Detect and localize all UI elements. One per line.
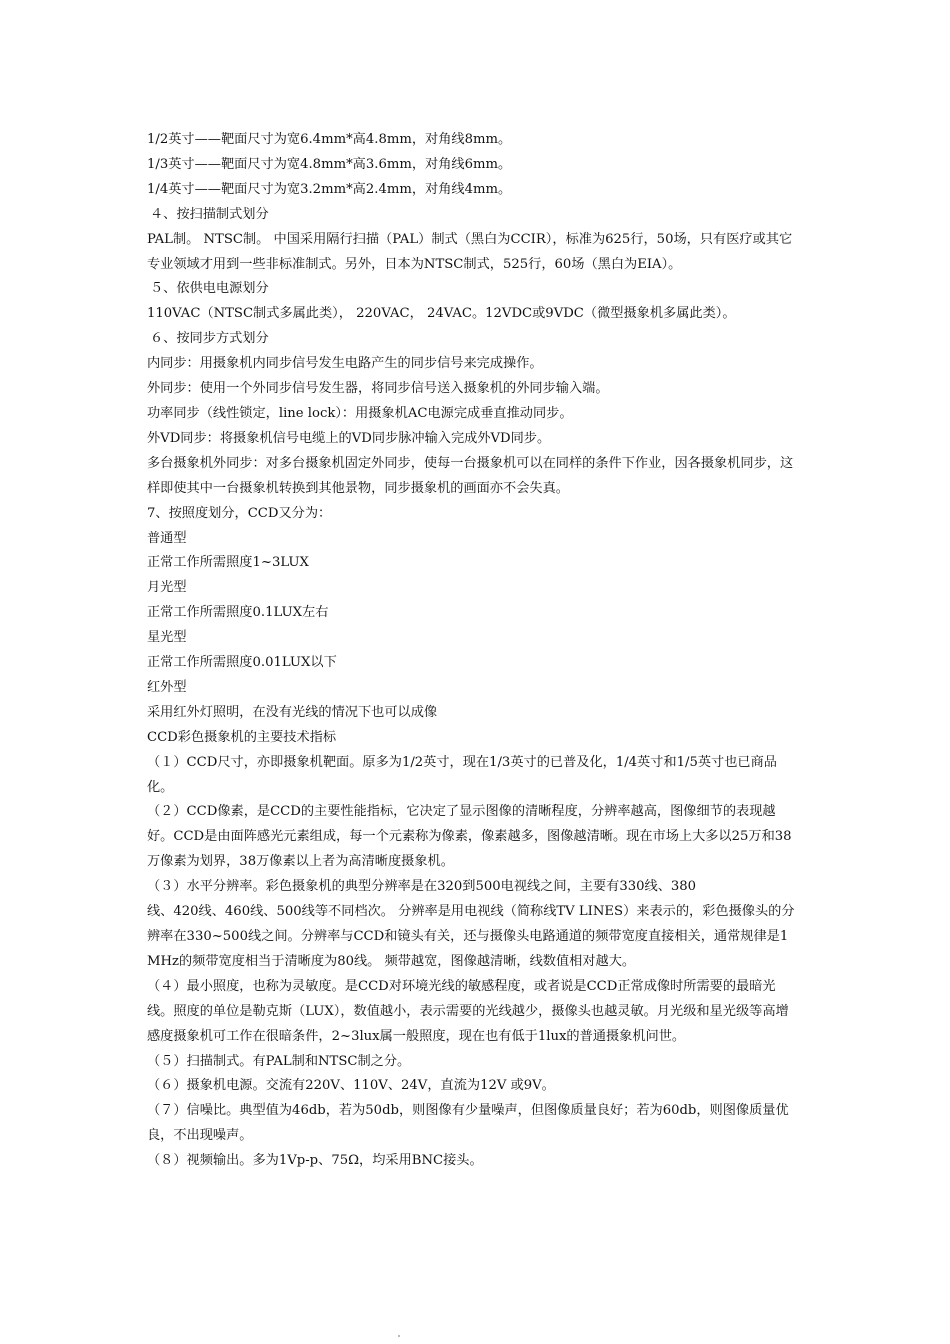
paragraph: （１）CCD尺寸，亦即摄象机靶面。原多为1/2英寸，现在1/3英寸的已普及化，1/4英寸和1/5英寸也已商品化。 [147,754,777,795]
paragraph: （３）水平分辨率。彩色摄象机的典型分辨率是在320到500电视线之间，主要有330线、380 [147,879,697,895]
paragraph: （４）最小照度，也称为灵敏度。是CCD对环境光线的敏感程度，或者说是CCD正常成像时所需要的最暗光线。照度的单位是勒克斯（LUX），数值越小，表示需要的光线越少，摄像头也越灵敏。月光级和星光级等高增感度摄象机可工作在很暗条件，2~3lux属一般照度，现在也有低于1lux的普通摄象机问世。 [147,978,789,1044]
paragraph: （６）摄象机电源。交流有220V、110V、24V，直流为12V 或9V。 [147,1078,555,1094]
section-heading: 7、按照度划分，CCD又分为： [147,505,332,521]
paragraph: 普通型 [147,530,187,546]
section-heading: ４、按扫描制式划分 [150,206,269,222]
paragraph: 正常工作所需照度0.1LUX左右 [147,605,329,621]
paragraph: 月光型 [147,580,187,596]
section-heading: ５、依供电电源划分 [150,281,269,297]
paragraph: 采用红外灯照明，在没有光线的情况下也可以成像 [147,704,438,720]
paragraph: （５）扫描制式。有PAL制和NTSC制之分。 [147,1053,411,1069]
paragraph: 110VAC（NTSC制式多属此类）， 220VAC， 24VAC。12VDC或9VDC（微型摄象机多属此类）。 [147,306,736,322]
paragraph: 内同步：用摄象机内同步信号发生电路产生的同步信号来完成操作。 [147,356,543,372]
document-body [147,128,797,1174]
section-heading: ６、按同步方式划分 [150,331,269,347]
paragraph: PAL制。 NTSC制。 中国采用隔行扫描（PAL）制式（黑白为CCIR），标准为625行，50场，只有医疗或其它专业领域才用到一些非标准制式。另外，日本为NTSC制式，525行，60场（黑白为EIA）。 [147,231,793,272]
paragraph: 外VD同步：将摄象机信号电缆上的VD同步脉冲输入完成外VD同步。 [147,430,551,446]
paragraph: （７）信噪比。典型值为46db，若为50db，则图像有少量噪声，但图像质量良好；若为60db，则图像质量优良，不出现噪声。 [147,1103,789,1144]
paragraph: 线、420线、460线、500线等不同档次。 分辨率是用电视线（简称线TV LINES）来表示的，彩色摄像头的分辨率在330~500线之间。分辨率与CCD和镜头有关，还与摄像头电路通道的频带宽度直接相关，通常规律是1MHz的频带宽度相当于清晰度为80线。 频带越宽，图像越清晰，线数值相对越大。 [147,904,795,969]
paragraph: 星光型 [147,630,187,646]
paragraph: 1/2英寸——靶面尺寸为宽6.4mm*高4.8mm，对角线8mm。 [147,132,512,147]
paragraph: 多台摄象机外同步：对多台摄象机固定外同步，使每一台摄象机可以在同样的条件下作业，因各摄象机同步，这样即使其中一台摄象机转换到其他景物，同步摄象机的画面亦不会失真。 [147,455,794,496]
paragraph: 正常工作所需照度1~3LUX [147,555,309,571]
paragraph: （２）CCD像素，是CCD的主要性能指标，它决定了显示图像的清晰程度，分辨率越高，图像细节的表现越好。CCD是由面阵感光元素组成，每一个元素称为像素，像素越多，图像越清晰。现在市场上大多以25万和38万像素为划界，38万像素以上者为高清晰度摄象机。 [147,804,792,870]
paragraph: 功率同步（线性锁定，line lock）：用摄象机AC电源完成垂直推动同步。 [147,405,573,421]
paragraph: 红外型 [147,679,187,695]
paragraph: 正常工作所需照度0.01LUX以下 [147,655,337,671]
paragraph: 1/4英寸——靶面尺寸为宽3.2mm*高2.4mm，对角线4mm。 [147,181,512,197]
paragraph: （８）视频输出。多为1Vp-p、75Ω，均采用BNC接头。 [147,1153,483,1169]
paragraph: 外同步：使用一个外同步信号发生器，将同步信号送入摄象机的外同步输入端。 [147,381,609,397]
section-heading: CCD彩色摄象机的主要技术指标 [147,729,337,745]
page-footer-mark [398,1335,400,1337]
paragraph: 1/3英寸——靶面尺寸为宽4.8mm*高3.6mm，对角线6mm。 [147,156,512,172]
